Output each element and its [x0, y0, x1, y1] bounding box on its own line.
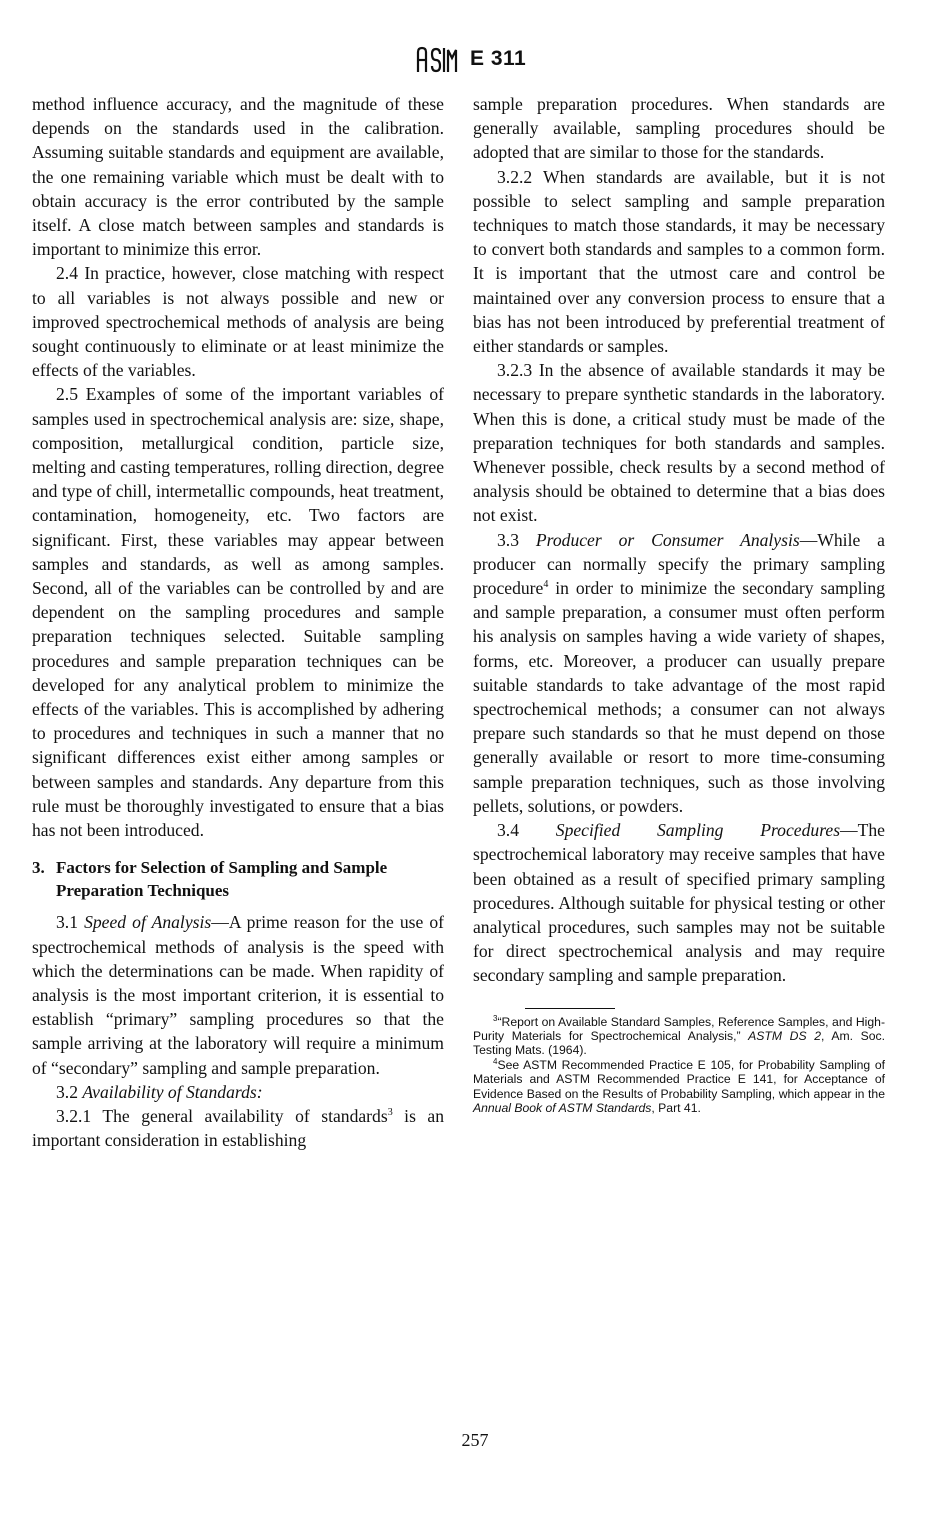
- paragraph-3-1: 3.1 Speed of Analysis—A prime reason for the use of spectrochemical methods of analysis is the speed with which the determinations can be made. When rapidity of analysis is the most important criterion, it is essential to establish “primary” sampling procedures so that the sample arriving at the laboratory will require a minimum of “secondary” sampling and sample preparation.: [32, 912, 445, 1078]
- paragraph-3-3: 3.3 Producer or Consumer Analysis—While a producer can normally specify the primary sampling procedure$^4$ in order to minimize the secondary sampling and sample preparation, a consumer must often perform his analysis on samples having a wide variety of shapes, forms, etc. Moreover, a producer can usually prepare suitable standards to take advantage of the most rapid spectrochemical methods; a consumer can not always prepare such standards so that he must depend on those generally available or resort to more time-consuming sample preparation techniques, such as those involving pellets, solutions, or powders.: [473, 529, 885, 816]
- subsection-title: Speed of Analysis: [84, 912, 212, 933]
- paragraph: method influence accuracy, and the magnitude of these depends on the standards used in the calibration. Assuming suitable standards and equipment are available, the one remaining variable which must be dealt with to obtain accuracy is the error contributed by the sample itself. A close match between samples and standards is important to minimize this error.: [32, 94, 444, 260]
- left-column: [32, 92, 444, 1152]
- paragraph: sample preparation procedures. When standards are generally available, sampling procedures should be adopted that are similar to those for the standards.: [473, 94, 885, 163]
- section-number: 3.: [32, 858, 45, 878]
- footnote-4: $^4$See ASTM Recommended Practice E 105, for Probability Sampling of Materials and ASTM Recommended Practice E 141, for Acceptance of Evidence Based on the Results of Probability Sampling, which appear in the Annual Book of ASTM Standards, Part 41.: [473, 1056, 885, 1115]
- footnote-ref: 3: [387, 1106, 393, 1118]
- paragraph-3-2-1: 3.2.1 The general availability of standards$^3$ is an important consideration in establishing: [32, 1105, 445, 1151]
- paragraph-3-2-2: 3.2.2 When standards are available, but it is not possible to select sampling and sample preparation techniques to match those standards, it may be necessary to convert both standards and samples to a common form. It is important that the utmost care and control be maintained over any conversion process to ensure that a bias has not been introduced by preferential treatment of either standards or samples.: [473, 166, 885, 357]
- astm-logo-icon: [412, 44, 458, 76]
- subsection-title: Availability of Standards:: [82, 1081, 263, 1102]
- section-title: Factors for Selection of Sampling and Sample Preparation Techniques: [56, 858, 388, 901]
- footnote-3: $^3$“Report on Available Standard Samples, Reference Samples, and High-Purity Materials for Spectrochemical Analysis,” ASTM DS 2, Am. Soc. Testing Mats. (1964).: [473, 1013, 885, 1058]
- subsection-title: Specified Sampling Procedures: [555, 820, 841, 841]
- paragraph-3-4: 3.4 Specified Sampling Procedures—The spectrochemical laboratory may receive samples that have been obtained as a result of specified primary sampling procedures. Although suitable for physical testing or other analytical procedures, such samples may not be suitable for direct spectrochemical analysis and may require secondary sampling and sample preparation.: [473, 820, 885, 986]
- paragraph-3-2: 3.2 Availability of Standards:: [56, 1081, 263, 1102]
- paragraph-3-2-3: 3.2.3 In the absence of available standards it may be necessary to prepare synthetic standards in the laboratory. When this is done, a critical study must be made of the preparation techniques for both standards and samples. Whenever possible, check results by a second method of analysis should be obtained to determine that a bias does not exist.: [473, 360, 885, 526]
- subsection-title: Producer or Consumer Analysis: [535, 529, 800, 550]
- paragraph-2-5: 2.5 Examples of some of the important variables of samples used in spectrochemical analysis are: size, shape, composition, metallurgical condition, particle size, melting and casting temperatures, rolling direction, degree and type of chill, intermetallic compounds, heat treatment, contamination, homogeneity, etc. Two factors are significant. First, these variables may appear between samples and standards, as well as among samples. Second, all of the variables can be controlled by and are dependent on the sampling procedures and sample preparation techniques selected. Suitable sampling procedures and sample preparation techniques can be developed for any analytical problem to minimize the effects of the variables. This is accomplished by adhering to procedures and techniques in such a manner that no significant differences exist either among samples or between samples and standards. Any departure from this rule must be thoroughly investigated to ensure that a bias has not been introduced.: [32, 384, 444, 841]
- page-header: [0, 40, 950, 80]
- right-column: [473, 92, 885, 1115]
- footnote-ref: 4: [543, 579, 549, 591]
- footnote-divider: [525, 1008, 615, 1009]
- logo-text: ASTM: [412, 44, 415, 45]
- footnotes: [473, 1015, 885, 1116]
- page-number: 257: [461, 1430, 489, 1450]
- paragraph-2-4: 2.4 In practice, however, close matching with respect to all variables is not always possible and new or improved spectrochemical methods of analysis are being sought continuously to eliminate or at least minimize the effects of the variables.: [32, 263, 444, 381]
- section-3-heading: [32, 856, 444, 902]
- designation: E 311: [470, 47, 527, 70]
